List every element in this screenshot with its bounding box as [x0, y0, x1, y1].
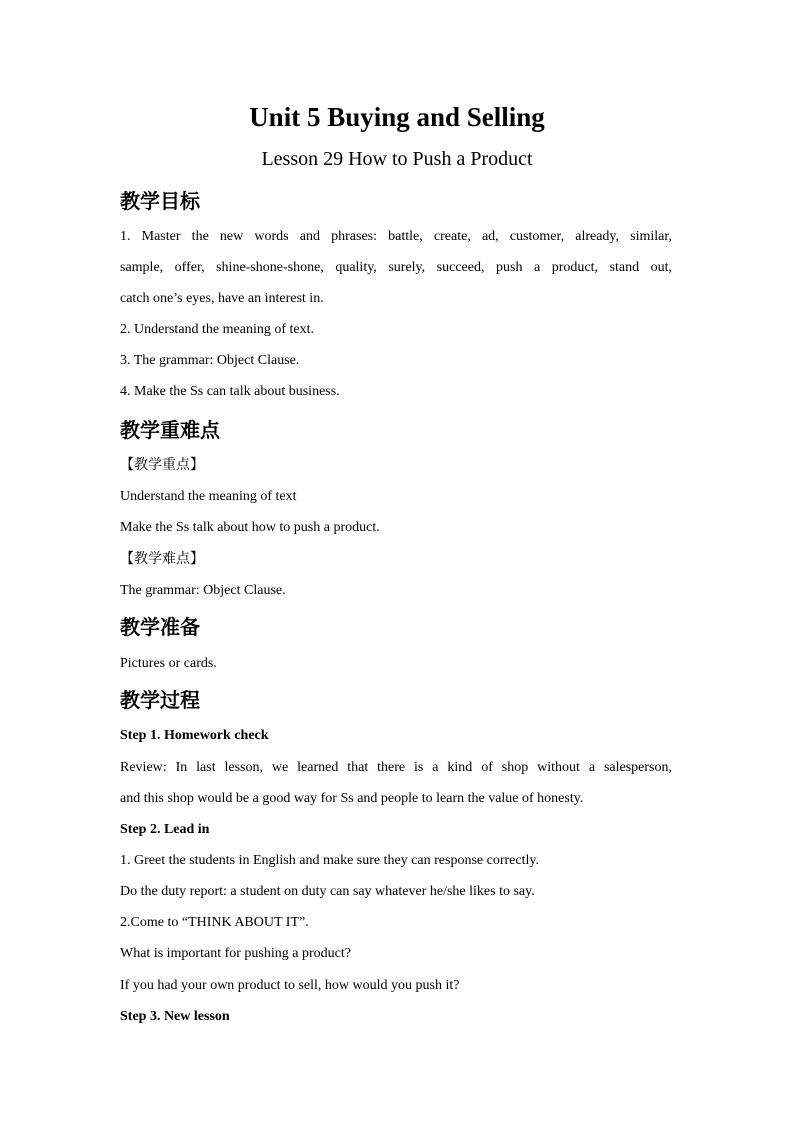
- step-2-title: Step 2. Lead in: [120, 822, 210, 837]
- difficulty-line: The grammar: Object Clause.: [120, 583, 286, 598]
- objective-line: 3. The grammar: Object Clause.: [120, 353, 300, 368]
- objective-line: catch one’s eyes, have an interest in.: [120, 291, 324, 306]
- difficulty-label: 【教学难点】: [120, 551, 204, 567]
- step-1-line: and this shop would be a good way for Ss and people to learn the value of honesty.: [120, 791, 584, 806]
- step-1-line: Review: In last lesson, we learned that there is a kind of shop without a salesperson,: [120, 760, 672, 775]
- document-title: Unit 5 Buying and Selling: [249, 102, 545, 132]
- lesson-subtitle: Lesson 29 How to Push a Product: [261, 148, 533, 170]
- focus-line: Make the Ss talk about how to push a product.: [120, 520, 380, 535]
- step-3-title: Step 3. New lesson: [120, 1009, 230, 1024]
- step-1-title: Step 1. Homework check: [120, 728, 269, 743]
- objective-line: 4. Make the Ss can talk about business.: [120, 384, 340, 399]
- step-2-line: What is important for pushing a product?: [120, 946, 351, 961]
- step-2-line: 2.Come to “THINK ABOUT IT”.: [120, 915, 309, 930]
- objectives-heading: 教学目标: [120, 189, 200, 213]
- focus-label: 【教学重点】: [120, 457, 204, 473]
- objective-line: sample, offer, shine-shone-shone, quality, surely, succeed, push a product, stand out,: [120, 260, 672, 275]
- step-2-line: If you had your own product to sell, how would you push it?: [120, 978, 460, 993]
- process-heading: 教学过程: [120, 688, 200, 712]
- focus-line: Understand the meaning of text: [120, 489, 297, 504]
- preparation-line: Pictures or cards.: [120, 656, 217, 671]
- objective-line: 1. Master the new words and phrases: battle, create, ad, customer, already, similar,: [120, 229, 672, 244]
- key-points-heading: 教学重难点: [120, 418, 220, 442]
- objective-line: 2. Understand the meaning of text.: [120, 322, 315, 337]
- step-2-line: Do the duty report: a student on duty can say whatever he/she likes to say.: [120, 884, 535, 899]
- step-2-line: 1. Greet the students in English and make sure they can response correctly.: [120, 853, 539, 868]
- preparation-heading: 教学准备: [120, 615, 200, 639]
